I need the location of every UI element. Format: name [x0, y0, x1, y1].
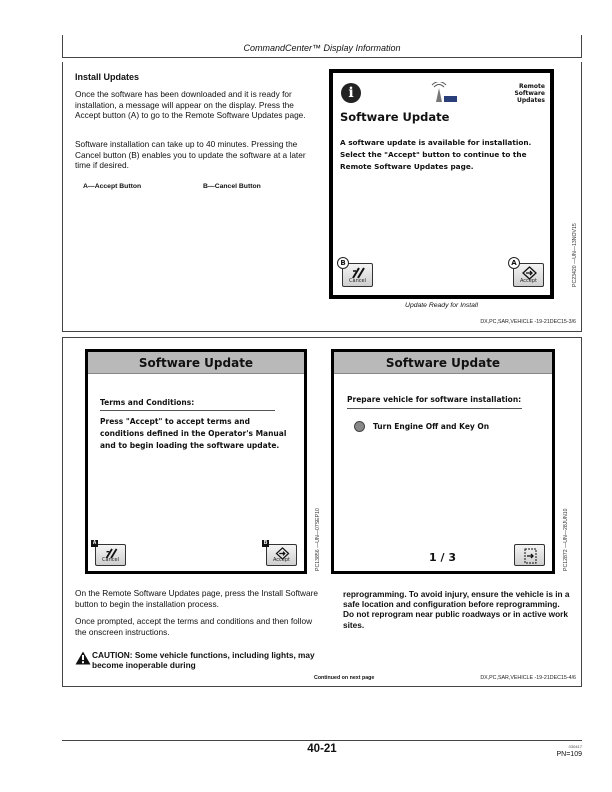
legend-accept-button: A—Accept Button [83, 183, 142, 190]
section-install-updates [62, 62, 582, 332]
display-surface [333, 73, 550, 295]
caution-warning-icon [75, 651, 91, 665]
image-id: PC13856 —UN—07SEP10 [315, 508, 321, 571]
screen-title: Software Update [88, 352, 304, 374]
paragraph: On the Remote Software Updates page, press the Install Software button to begin the installation process. [75, 588, 319, 609]
cancel-button-label: Cancel [102, 557, 119, 563]
display-screenshot-terms [85, 349, 307, 574]
cancel-button-label: Cancel [349, 278, 366, 284]
pn-number: PN=109 [556, 751, 582, 758]
image-id: PC12872 —UN—28JUN10 [563, 508, 569, 571]
display-screenshot-prepare [331, 349, 555, 574]
section-install-process [62, 337, 582, 687]
image-id: PC23420 —UN—13NOV15 [572, 223, 578, 287]
paragraph: Once prompted, accept the terms and conditions and then follow the onscreen instructions. [75, 616, 313, 637]
screen-message: Press "Accept" to accept terms and conditions defined in the Operator's Manual and to begin loading the software update. [100, 417, 287, 450]
accept-button[interactable] [266, 544, 297, 566]
callout-a: A [508, 257, 520, 269]
screen-subheading: Terms and Conditions: [100, 398, 195, 407]
caution-text-start: CAUTION: Some vehicle functions, including lights, may become inoperable during [92, 650, 315, 671]
figure-caption: Update Ready for Install [405, 302, 478, 309]
accept-button-label: Accept [272, 557, 291, 563]
callout-b: B [337, 257, 349, 269]
remote-software-updates-label: Remote Software Updates [514, 83, 545, 104]
footer-code: 030417 [568, 744, 582, 749]
display-surface [334, 352, 552, 571]
cancel-button[interactable] [95, 544, 126, 566]
section-heading: Install Updates [75, 72, 140, 82]
screen-message: A software update is available for installation. Select the "Accept" button to continue to the Remote Software Updates page. [340, 138, 532, 171]
accept-button-label: Accept [519, 278, 538, 284]
instruction-step: Turn Engine Off and Key On [373, 422, 490, 431]
callout-a: A [92, 540, 97, 546]
reference-code: DX,PC,SAR,VEHICLE -19-21DEC15-3/6 [480, 319, 576, 325]
screen-title: Software Update [334, 352, 552, 374]
status-indicator-icon [354, 421, 365, 432]
callout-b: B [263, 540, 268, 546]
screen-title: Software Update [340, 110, 450, 124]
running-header: CommandCenter™ Display Information [243, 43, 401, 53]
page-indicator: 1 / 3 [429, 551, 456, 564]
caution-text-continued: reprogramming. To avoid injury, ensure the vehicle is in a safe location and configuration before reprogramming. Do not reprogram near public roadways or in active work sites. [343, 589, 570, 630]
divider [347, 408, 522, 409]
display-surface [88, 352, 304, 571]
header-divider [62, 57, 582, 58]
divider [100, 410, 275, 411]
next-button[interactable] [514, 544, 545, 566]
display-screenshot [329, 69, 554, 299]
page-number: 40-21 [307, 743, 337, 755]
reference-code: DX,PC,SAR,VEHICLE -19-21DEC15-4/6 [480, 675, 576, 681]
continued-note: Continued on next page [314, 675, 375, 681]
paragraph: Once the software has been downloaded and it is ready for installation, a message will appear on the display. Press the Accept button (A) to go to the Remote Software Updates page. [75, 89, 306, 121]
paragraph: Software installation can take up to 40 minutes. Pressing the Cancel button (B) enables you to update the software at a later time if desired. [75, 139, 306, 171]
info-icon: i [341, 83, 361, 103]
screen-subheading: Prepare vehicle for software installation: [347, 395, 522, 404]
footer-divider [62, 740, 582, 741]
legend-cancel-button: B—Cancel Button [203, 183, 261, 190]
antenna-icon [431, 82, 459, 104]
next-page-icon [523, 548, 538, 564]
